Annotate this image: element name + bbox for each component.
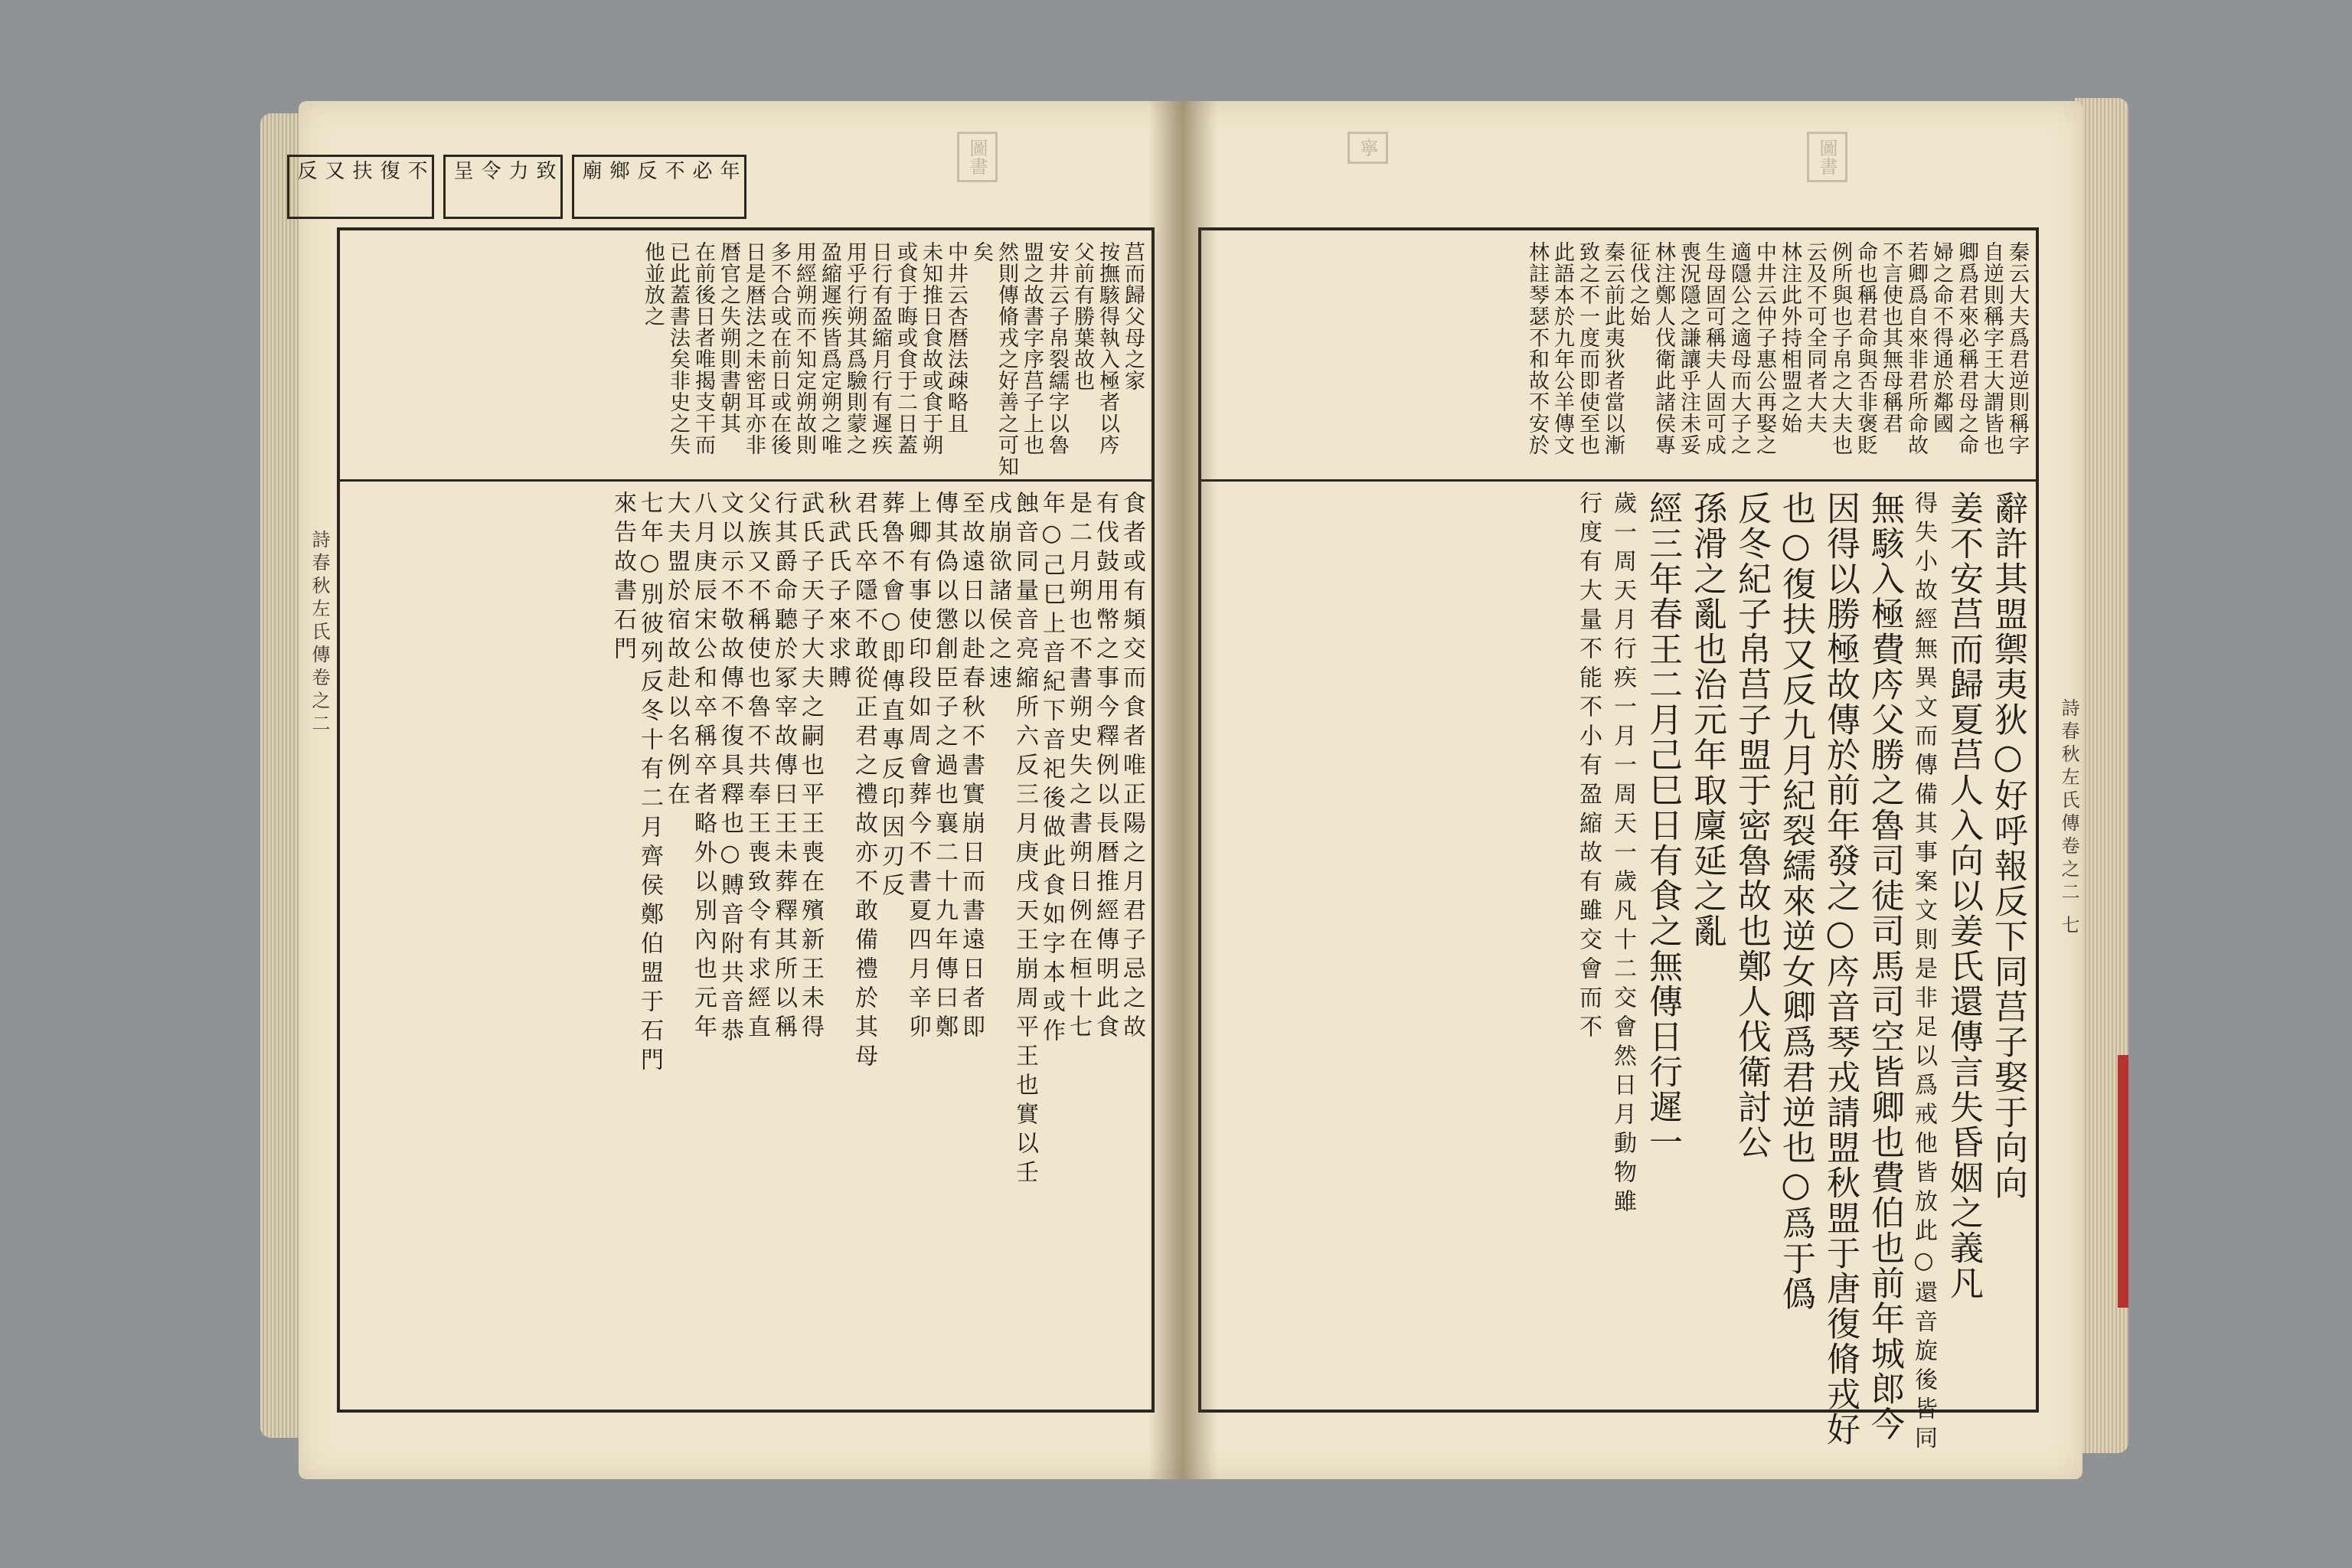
main-text-line: 蝕音同量音亮縮所六反三月庚戌天王崩周平王也實以壬 <box>1011 491 1038 1189</box>
commentary-line: 秦云大夫爲君逆則稱字 <box>2005 241 2029 456</box>
main-text-line: 傳其偽以懲創臣子之過也襄二十九年傳曰鄭 <box>931 491 958 1044</box>
main-text-line: 無駭入極費庈父勝之魯司徒司馬司空皆卿也費伯也前年城郎今 <box>1865 491 1904 1442</box>
commentary-line: 中井云杏暦法疎略且 <box>944 241 968 434</box>
commentary-line: 致之不一度而即使至也 <box>1576 241 1599 456</box>
main-text-line: 行其爵命聽於冢宰故傳曰王未葬釋其所以稱 <box>770 491 797 1044</box>
left-head-commentary <box>346 241 1145 477</box>
commentary-line: 盟之故書字序莒子上也 <box>1020 241 1044 456</box>
commentary-line: 安井云子帛裂繻字以魯 <box>1045 241 1069 456</box>
main-text-line: 葬魯不會○即傳直專反印因刃反 <box>877 491 904 902</box>
commentary-line: 日是暦法之未密耳亦非 <box>742 241 766 456</box>
commentary-line: 用乎行朔其爲驗則蒙之 <box>843 241 867 456</box>
register-divider <box>1201 479 2036 482</box>
main-text-line: 辭許其盟禦夷狄○好呼報反下同莒子娶于向向 <box>1988 491 2027 1200</box>
main-text-line: 七年○別彼列反冬十有二月齊侯鄭伯盟于石門 <box>636 491 663 1076</box>
main-text-line: 孫滑之亂也治元年取廩延之亂 <box>1687 491 1726 949</box>
gloss-char: 反 <box>294 160 317 180</box>
commentary-line: 林註琴瑟不和故不安於 <box>1525 241 1549 456</box>
register-divider <box>340 479 1152 482</box>
gloss-char: 致 <box>533 160 556 180</box>
main-text-line: 大夫盟於宿故赴以名例在 <box>663 491 690 811</box>
library-stamp: 圖書 <box>1807 132 1847 182</box>
commentary-line: 未知推日食故或食于朔 <box>919 241 942 456</box>
main-text-line: 行度有大量不能不小有盈縮故有雖交會而不 <box>1575 491 1602 1044</box>
main-text-line: 反冬紀子帛莒子盟于密魯故也鄭人伐衛討公 <box>1732 491 1771 1160</box>
commentary-line: 林注此外持相盟之始 <box>1778 241 1802 434</box>
main-text-line: 年○己巳上音紀下音祀後做此食如字本或作 <box>1038 491 1065 1047</box>
commentary-line: 莒而歸父母之家 <box>1121 241 1145 391</box>
gloss-box-2 <box>443 155 563 219</box>
commentary-line: 盈縮遲疾皆爲定朔之唯 <box>818 241 841 456</box>
right-page-folio: 詩春秋左氏傳卷之二 七 <box>2058 698 2079 939</box>
main-text-line: 上卿有事使印段如周會葬今不書夏四月辛卯 <box>904 491 931 1044</box>
main-text-line: 經三年春王二月己巳日有食之無傳日行遲一 <box>1643 491 1682 1160</box>
left-main-text <box>346 491 1145 1403</box>
commentary-line: 喪況隱之謙讓乎注未妥 <box>1677 241 1700 456</box>
main-text-line: 得失小故經無異文而傳備其事案文則是非足以爲戒他皆放此○還音旋後皆同 <box>1910 491 1937 1455</box>
commentary-line: 適隱公之適母而大子之 <box>1727 241 1751 456</box>
commentary-line: 卿爲君來必稱君母之命 <box>1955 241 1978 456</box>
main-text-line: 食者或有頻交而食者唯正陽之月君子忌之故 <box>1119 491 1145 1044</box>
right-main-text <box>1207 491 2030 1455</box>
commentary-line: 不言使也其無母稱君 <box>1879 241 1903 434</box>
commentary-line: 父前有勝葉故也 <box>1070 241 1094 391</box>
commentary-line: 暦官之失朔則書朝其 <box>717 241 740 434</box>
commentary-line: 或食于晦或食于二日蓋 <box>893 241 917 456</box>
left-text-frame <box>337 227 1155 1413</box>
marginal-gloss-boxes <box>287 155 746 219</box>
gloss-char: 廟 <box>579 160 602 180</box>
commentary-line: 征伐之始 <box>1626 241 1650 327</box>
gloss-box-1 <box>572 155 746 219</box>
main-text-line: 也○復扶又反九月紀裂繻來逆女卿爲君逆也○爲于僞 <box>1776 491 1815 1312</box>
right-page-block-edge <box>2075 98 2128 1453</box>
gloss-char: 必 <box>689 160 712 180</box>
commentary-line: 婦之命不得通於鄰國 <box>1929 241 1953 434</box>
library-stamp: 寧 <box>1348 132 1388 164</box>
library-stamp: 圖書 <box>957 132 998 182</box>
main-text-line: 有伐鼓用幣之事今釋例以長暦推經傳明此食 <box>1092 491 1119 1044</box>
main-text-line: 秋武氏子來求賻 <box>824 491 851 694</box>
gloss-char: 年 <box>717 160 740 180</box>
right-page <box>1179 101 2082 1479</box>
left-page-folio: 詩春秋左氏傳卷之二 <box>309 530 330 737</box>
open-book <box>260 90 2128 1491</box>
main-text-line: 姜不安莒而歸夏莒人入向以姜氏還傳言失昏姻之義凡 <box>1944 491 1983 1301</box>
right-text-frame <box>1198 227 2039 1455</box>
commentary-line: 此語本於九年公羊傳文 <box>1550 241 1574 456</box>
commentary-line: 林注鄭人伐衛此諸侯專 <box>1651 241 1675 456</box>
left-page <box>294 101 1179 1479</box>
main-text-line: 戌崩欲諸侯之速 <box>985 491 1011 694</box>
commentary-line: 云及不可全同者大夫 <box>1803 241 1827 434</box>
main-text-line: 因得以勝極故傳於前年發之○庈音琴戎請盟秋盟于唐復脩戎好 <box>1821 491 1860 1447</box>
commentary-line: 例所與也子帛之大夫也 <box>1828 241 1852 456</box>
gloss-char: 反 <box>634 160 657 180</box>
main-text-line: 父族又不稱使也魯不共奉王喪致令有求經直 <box>743 491 770 1044</box>
gloss-char: 令 <box>478 160 501 180</box>
gloss-char: 鄉 <box>606 160 629 180</box>
commentary-line: 秦云前此夷狄者當以漸 <box>1601 241 1625 456</box>
commentary-line: 在前後日者唯揭支干而 <box>691 241 715 456</box>
commentary-line: 已此蓋書法矣非史之失 <box>666 241 690 456</box>
gloss-char: 力 <box>505 160 528 180</box>
main-text-line: 文以示不敬故傳不復具釋也○賻音附共音恭 <box>717 491 743 1047</box>
commentary-line: 然則傳脩戎之好善之可知 <box>995 241 1018 477</box>
main-text-line: 來告故書石門 <box>609 491 636 665</box>
commentary-line: 生母固可稱夫人固可成 <box>1702 241 1726 456</box>
main-text-line: 君氏卒隱不敢從正君之禮故亦不敢備禮於其母 <box>851 491 877 1073</box>
main-text-line: 至故遠日以赴春秋不書實崩日而書遠日者即 <box>958 491 985 1044</box>
gloss-char: 呈 <box>450 160 473 180</box>
gloss-char: 扶 <box>349 160 372 180</box>
commentary-line: 多不合或在前日或在後 <box>767 241 791 456</box>
main-text-line: 歲一周天月行疾一月一周天一歲凡十二交會然日月動物雖 <box>1609 491 1636 1218</box>
commentary-line: 自逆則稱字王大謂皆也 <box>1980 241 2004 456</box>
commentary-line: 命也稱君命與否非褒貶 <box>1854 241 1877 456</box>
book-gutter <box>1148 101 1217 1479</box>
commentary-line: 矣 <box>969 241 993 263</box>
commentary-line: 用經朔而不知定朔故則 <box>792 241 816 456</box>
main-text-line: 是二月朔也不書朔史失之書朔日例在桓十七 <box>1065 491 1092 1044</box>
gloss-char: 不 <box>404 160 427 180</box>
gloss-char: 又 <box>322 160 345 180</box>
gloss-char: 不 <box>662 160 684 180</box>
main-text-line: 八月庚辰宋公和卒稱卒者略外以別內也元年 <box>690 491 717 1044</box>
main-text-line: 武氏子天子大夫之嗣也平王喪在殯新王未得 <box>797 491 824 1044</box>
commentary-line: 日行有盈縮月行有遲疾 <box>868 241 892 456</box>
commentary-line: 中井云仲子惠公再娶之 <box>1753 241 1776 456</box>
commentary-line: 按撫駭得執入極者以庈 <box>1096 241 1119 456</box>
gloss-char: 復 <box>377 160 400 180</box>
commentary-line: 若卿爲自來非君所命故 <box>1904 241 1928 456</box>
commentary-line: 他並放之 <box>641 241 665 327</box>
gloss-box-3 <box>287 155 434 219</box>
right-head-commentary <box>1207 241 2030 471</box>
